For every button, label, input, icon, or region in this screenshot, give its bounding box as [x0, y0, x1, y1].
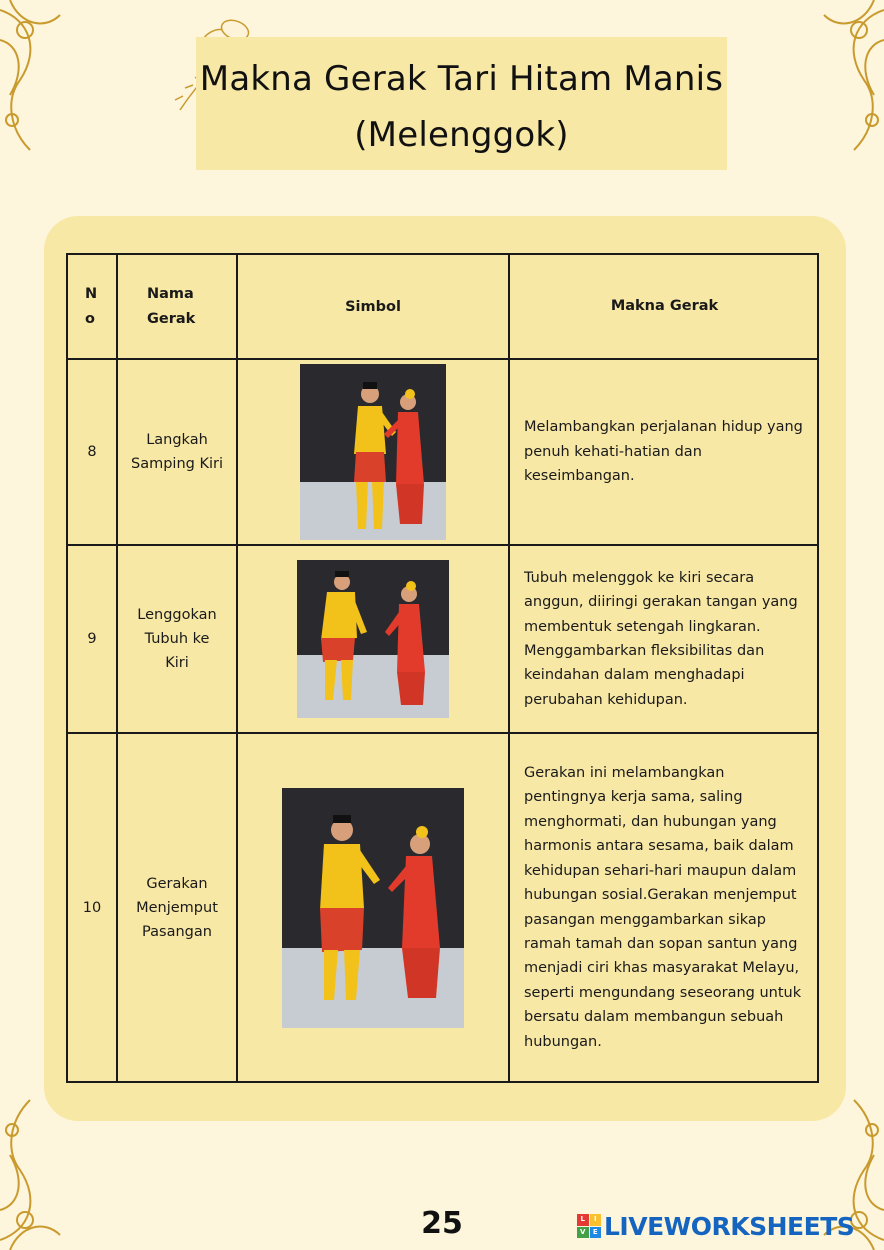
liveworksheets-logo-icon [577, 1214, 601, 1238]
logo-letter: E [590, 1227, 602, 1239]
page-number: 25 [421, 1206, 463, 1241]
ornament-corner-top-right [764, 0, 884, 200]
row-symbol-cell [237, 359, 509, 545]
row-number: 9 [67, 545, 117, 733]
logo-letter: V [577, 1227, 589, 1239]
table-row [67, 359, 818, 545]
liveworksheets-brand[interactable] [577, 1212, 873, 1240]
table-header-row [67, 254, 818, 359]
table-row [67, 545, 818, 733]
title-box [196, 37, 727, 170]
page-title-text: Makna Gerak Tari Hitam Manis (Melenggok) [199, 59, 724, 155]
header-no: No [67, 254, 117, 359]
row-symbol-cell [237, 733, 509, 1082]
dancer-photo [297, 560, 449, 718]
brand-text: LIVEWORKSHEETS [604, 1211, 855, 1241]
row-meaning: Tubuh melenggok ke kiri secara anggun, diiringi gerakan tangan yang membentuk setengah lingkaran. Menggambarkan fleksibilitas dan keindahan dalam menghadapi perubahan kehidupan. [509, 545, 818, 733]
header-nama-gerak: Nama Gerak [117, 254, 237, 359]
row-symbol-cell [237, 545, 509, 733]
header-simbol: Simbol [237, 254, 509, 359]
dancer-photo [300, 364, 446, 540]
page-title [196, 51, 727, 163]
dancer-photo [282, 788, 464, 1028]
header-makna-gerak: Makna Gerak [509, 254, 818, 359]
logo-letter: I [590, 1214, 602, 1226]
ornament-corner-top-left [0, 0, 120, 200]
row-name: Langkah Samping Kiri [117, 359, 237, 545]
row-meaning: Melambangkan perjalanan hidup yang penuh kehati-hatian dan keseimbangan. [509, 359, 818, 545]
row-name: Gerakan Menjemput Pasangan [117, 733, 237, 1082]
row-meaning: Gerakan ini melambangkan pentingnya kerja sama, saling menghormati, dan hubungan yang harmonis antara sesama, baik dalam kehidupan sehari-hari maupun dalam hubungan sosial.Gerakan menjemput pasangan menggambarkan sikap ramah tamah dan sopan santun yang menjadi ciri khas masyarakat Melayu, seperti mengundang seseorang untuk bersatu dalam membangun sebuah hubungan. [509, 733, 818, 1082]
logo-letter: L [577, 1214, 589, 1226]
row-name: Lenggokan Tubuh ke Kiri [117, 545, 237, 733]
table-row [67, 733, 818, 1082]
gerak-table [66, 253, 819, 1083]
row-number: 8 [67, 359, 117, 545]
row-number: 10 [67, 733, 117, 1082]
